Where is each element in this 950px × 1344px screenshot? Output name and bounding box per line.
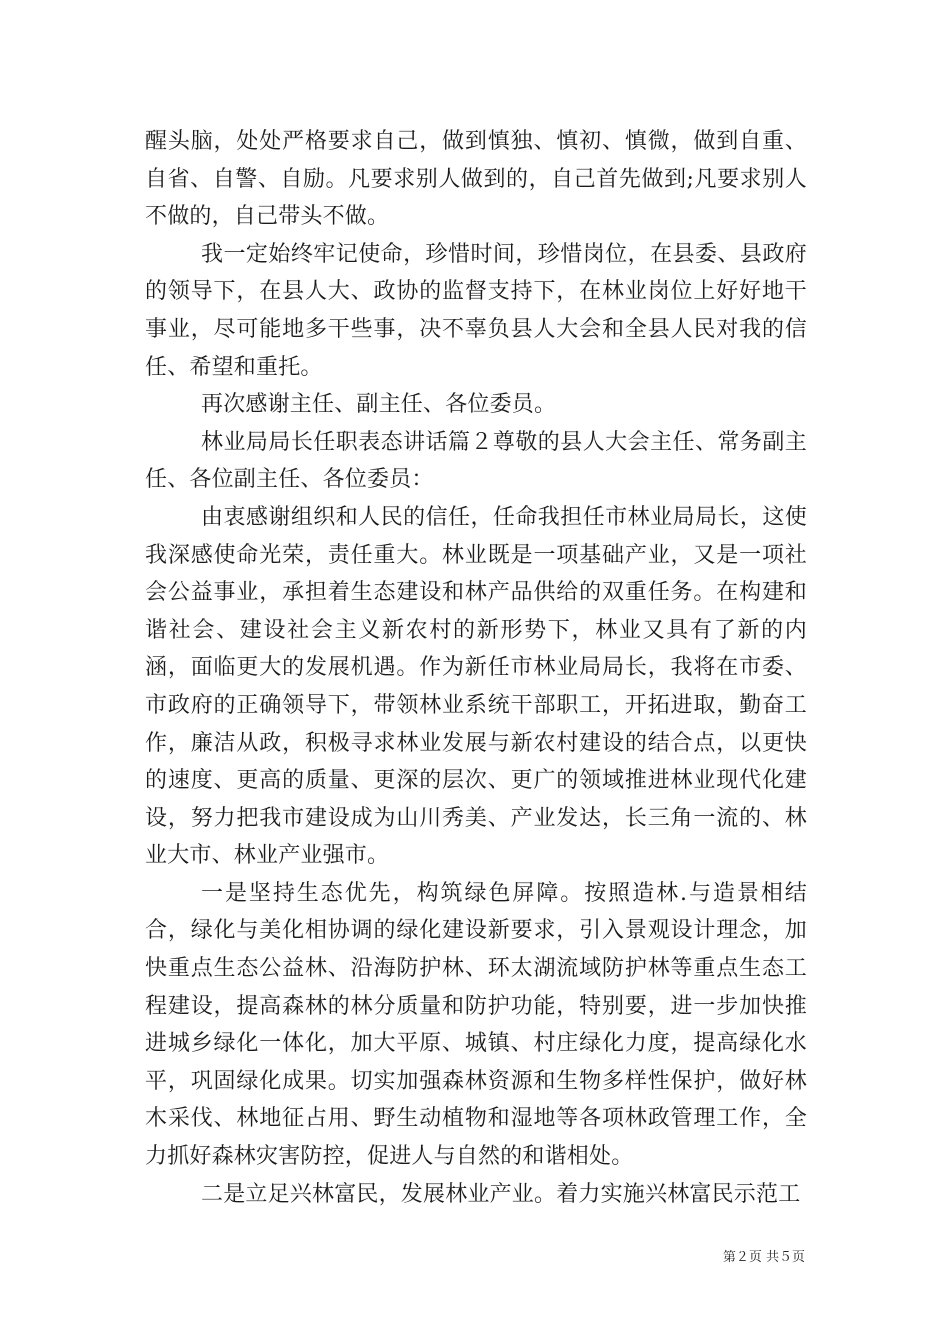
paragraph-commitment: 我一定始终牢记使命，珍惜时间，珍惜岗位，在县委、县政府的领导下，在县人大、政协的监督支持下，在林业岗位上好好地干事业，尽可能地多干些事，决不辜负县人大会和全县人民对我的信任、希望和重托。 bbox=[145, 241, 807, 380]
paragraph-point-two: 二是立足兴林富民，发展林业产业。着力实施兴林富民示范工 bbox=[201, 1181, 801, 1207]
paragraph-heading-speech-2: 林业局局长任职表态讲话篇２尊敬的县人大会主任、常务副主任、各位副主任、各位委员： bbox=[145, 429, 807, 493]
paragraph-point-one: 一是坚持生态优先，构筑绿色屏障。按照造林.与造景相结合，绿化与美化相协调的绿化建设新要求，引入景观设计理念，加快重点生态公益林、沿海防护林、环太湖流域防护林等重点生态工程建设，提高森林的林分质量和防护功能，特别要，进一步加快推进城乡绿化一体化，加大平原、城镇、村庄绿化力度，提高绿化水平，巩固绿化成果。切实加强森林资源和生物多样性保护，做好林木采伐、林地征占用、野生动植物和湿地等各项林政管理工作，全力抓好森林灾害防控，促进人与自然的和谐相处。 bbox=[145, 880, 807, 1170]
paragraph-gratitude: 由衷感谢组织和人民的信任，任命我担任市林业局局长，这使我深感使命光荣，责任重大。林业既是一项基础产业，又是一项社会公益事业，承担着生态建设和林产品供给的双重任务。在构建和谐社会、建设社会主义新农村的新形势下，林业又具有了新的内涵，面临更大的发展机遇。作为新任市林业局局长，我将在市委、市政府的正确领导下，带领林业系统干部职工，开拓进取，勤奋工作，廉洁从政，积极寻求林业发展与新农村建设的结合点，以更快的速度、更高的质量、更深的层次、更广的领域推进林业现代化建设，努力把我市建设成为山川秀美、产业发达，长三角一流的、林业大市、林业产业强市。 bbox=[145, 504, 807, 869]
document-body bbox=[145, 123, 807, 1213]
page-number: 第２页 共５页 bbox=[722, 1250, 805, 1265]
paragraph-continuation: 醒头脑，处处严格要求自己，做到慎独、慎初、慎微，做到自重、自省、自警、自励。凡要求别人做到的，自己首先做到;凡要求别人不做的，自己带头不做。 bbox=[145, 129, 807, 230]
paragraph-thanks: 再次感谢主任、副主任、各位委员。 bbox=[201, 392, 557, 418]
